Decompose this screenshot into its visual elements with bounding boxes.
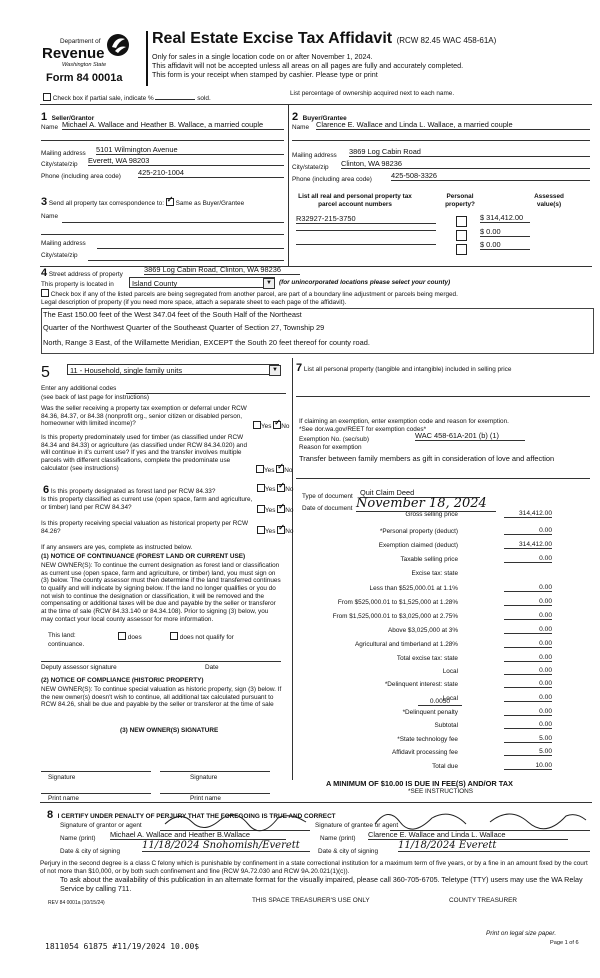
tax-row-label: Agricultural and timberland at 1.28% xyxy=(354,641,458,648)
assessed-col-header: Assessed value(s) xyxy=(534,193,564,208)
personal-property-field[interactable] xyxy=(296,396,590,397)
tax-row-amount[interactable]: 5.00 xyxy=(504,735,552,743)
parcel-col-header: List all real and personal property tax parcel account numbers xyxy=(298,193,412,208)
doc-type-label: Type of document xyxy=(302,493,353,500)
tax-row-label: Local xyxy=(442,668,458,675)
page-number: Page 1 of 6 xyxy=(550,940,579,946)
tax-row-amount[interactable]: 0.00 xyxy=(504,626,552,634)
sec3-mail-field[interactable] xyxy=(97,248,284,249)
section-5-number: 5 xyxy=(41,364,50,381)
sec3-city-field[interactable] xyxy=(88,260,284,261)
grantee-signature-scribble xyxy=(370,804,590,832)
yes-label: Yes xyxy=(264,467,275,474)
tax-row-amount[interactable]: 0.00 xyxy=(504,527,552,535)
seller-phone-label: Phone (including area code) xyxy=(41,173,121,180)
sec6-q2: Is this property classified as current use (open space, farm and agriculture, or timber) land per RCW 84.34? xyxy=(41,496,253,511)
no-label: No xyxy=(285,486,294,493)
see-instructions-note: *SEE INSTRUCTIONS xyxy=(408,788,473,795)
exemption-note: If claiming an exemption, enter exemption code and reason for exemption. *See dor.wa.gov/REET for exemption codes* xyxy=(299,418,509,433)
assessed-3-field[interactable]: $ 0.00 xyxy=(480,241,530,250)
buyer-phone-field[interactable]: 425-508-3326 xyxy=(391,172,590,181)
legal-desc-line1: The East 150.00 feet of the West 347.04 feet of the South Half of the Northeast xyxy=(43,310,302,319)
buyer-phone-label: Phone (including area code) xyxy=(292,176,372,183)
does-not-label: does not qualify for xyxy=(179,634,234,641)
tax-row-amount[interactable]: 0.00 xyxy=(504,667,552,675)
tax-row-label: Gross selling price xyxy=(405,511,458,518)
tax-row-amount[interactable]: 314,412.00 xyxy=(504,510,552,518)
add-codes-field[interactable] xyxy=(126,393,286,394)
tax-row-label: From $525,000.01 to $1,525,000 at 1.28% xyxy=(337,599,458,606)
legal-desc-line3: North, Range 3 East, of the Willamette Meridian, EXCEPT the South 20 feet thereof for county road. xyxy=(43,338,370,347)
tax-row-label: Exemption claimed (deduct) xyxy=(378,542,458,549)
no-label: No xyxy=(281,423,290,430)
exemption-no-label: Exemption No. (sec/sub) xyxy=(299,436,369,443)
perjury-notice: Perjury in the second degree is a class C felony which is punishable by confinement in a state correctional institution for a maximum term of five years, or by a fine in an amount fixed by the court of not more than $10,000, or by both such confinement and fine (RCW 9A.72.030 and RCW 9A.20.021(1)(c)). xyxy=(40,860,588,875)
does-not-checkbox[interactable] xyxy=(170,632,178,640)
form-rcw: (RCW 82.45 WAC 458-61A) xyxy=(396,36,497,45)
notice1-body: NEW OWNER(S): To continue the current designation as forest land or classification as current use (open space, farm and agriculture, or timber) land, you must sign on (3) below. The county assessor must then determine if the land transferred continues to qualify and will indicate by signing below. If the land no longer qualifies or you do not wish to continue the designation or classification, it will be removed and the compensating or additional taxes will be due and payable by the seller or transferor at the time of sale (RCW 84.33.140 or 84.34.108). Prior to signing (3) below, you may contact your local county assessor for more information. xyxy=(41,562,281,623)
tax-row-amount[interactable]: 0.00 xyxy=(504,654,552,662)
divider xyxy=(41,234,284,235)
sec6-q2-answers xyxy=(257,505,293,515)
sec6-q3-no-checkbox[interactable] xyxy=(277,526,285,534)
owner-signature-label: Signature xyxy=(48,774,76,781)
buyer-mail-field[interactable]: 3869 Log Cabin Road xyxy=(349,148,590,157)
tax-row-label: Total excise tax: state xyxy=(396,655,458,662)
same-as-buyer-checkbox[interactable] xyxy=(166,198,174,206)
owner-signature-line[interactable] xyxy=(41,771,151,772)
section-6-number: 6 xyxy=(43,484,50,496)
tax-row-amount[interactable]: 0.00 xyxy=(504,584,552,592)
form-number: Form 84 0001a xyxy=(46,72,123,84)
owner-printname2-line[interactable] xyxy=(160,793,270,794)
ownership-note: List percentage of ownership acquired next to each name. xyxy=(290,90,455,97)
sec5-q1-yes-checkbox[interactable] xyxy=(253,421,261,429)
tax-row-amount[interactable]: 0.00 xyxy=(504,612,552,620)
legal-desc-label: Legal description of property (if you need more space, attach a separate sheet to each page of the affidavit). xyxy=(41,299,347,306)
buyer-name-field[interactable]: Clarence E. Wallace and Linda L. Wallace, a married couple xyxy=(316,121,590,130)
this-land-label: This land: xyxy=(48,632,76,639)
seller-mail-label: Mailing address xyxy=(41,150,86,157)
sec6-q3-answers xyxy=(257,526,293,536)
doc-date-label: Date of document xyxy=(302,505,353,512)
sec3-label: Send all property tax correspondence to: xyxy=(48,200,165,207)
revenue-swirl-icon xyxy=(106,32,130,58)
treasurer-use-label: THIS SPACE TREASURER'S USE ONLY xyxy=(252,897,370,904)
partial-sale-checkbox[interactable] xyxy=(43,93,51,101)
segregation-label: Check box if any of the listed parcels are being segregated from another parcel, are part of a boundary line adjustment or parcels being merged. xyxy=(50,291,458,298)
county-dropdown-icon[interactable]: ▼ xyxy=(263,278,275,289)
seller-name-label: Name xyxy=(41,124,59,131)
reason-label: Reason for exemption xyxy=(299,444,362,451)
tax-row-amount[interactable]: 0.00 xyxy=(504,694,552,702)
seller-city-field[interactable]: Everett, WA 98203 xyxy=(88,157,284,166)
grantee-sig-label: Signature of grantee or agent xyxy=(315,822,399,829)
tax-row-label: *Personal property (deduct) xyxy=(379,528,458,535)
buyer-city-label: City/state/zip xyxy=(292,164,329,171)
header-sub2: This affidavit will not be accepted unless all areas on all pages are fully and accurately completed. xyxy=(152,61,464,70)
form-title-row xyxy=(152,30,496,48)
column-divider xyxy=(288,104,289,266)
sec6-answers-note: If any answers are yes, complete as instructed below. xyxy=(41,544,193,551)
tax-row-label: Above $3,025,000 at 3% xyxy=(388,627,458,634)
deputy-sig-line[interactable] xyxy=(41,661,281,662)
add-codes-label: Enter any additional codes xyxy=(41,385,117,392)
notice2-heading: (2) NOTICE OF COMPLIANCE (HISTORIC PROPERTY) xyxy=(41,677,204,684)
does-option xyxy=(118,632,142,642)
seller-phone-field[interactable]: 425-210-1004 xyxy=(138,169,284,178)
divider xyxy=(41,140,284,141)
sec5-q1-answers xyxy=(253,421,289,431)
deputy-sig-label: Deputy assessor signature xyxy=(41,664,117,671)
county-select[interactable]: Island County xyxy=(129,277,275,288)
sec6-q3-yes-checkbox[interactable] xyxy=(257,526,265,534)
use-code-dropdown-icon[interactable]: ▼ xyxy=(269,365,281,376)
partial-sale-row xyxy=(43,93,211,103)
does-checkbox[interactable] xyxy=(118,632,126,640)
assessed-1-field[interactable]: $ 314,412.00 xyxy=(480,214,530,223)
sec6-q2-no-checkbox[interactable] xyxy=(277,505,285,513)
located-label: This property is located in xyxy=(41,281,114,288)
partial-percent-field[interactable] xyxy=(155,99,195,100)
tax-row-label: Excise tax: state xyxy=(411,570,458,577)
sec6-q2-yes-checkbox[interactable] xyxy=(257,505,265,513)
tax-row-label: Total due xyxy=(432,763,458,770)
tax-row-label: Taxable selling price xyxy=(400,556,458,563)
divider xyxy=(292,140,590,141)
parcel-3-field[interactable] xyxy=(296,244,436,245)
notice1-heading: (1) NOTICE OF CONTINUANCE (FOREST LAND OR CURRENT USE) xyxy=(41,553,246,560)
sec6-q1: Is this property designated as forest land per RCW 84.33? xyxy=(50,488,216,495)
sec3-name-field[interactable] xyxy=(62,222,284,223)
sec6-q1-answers xyxy=(257,484,293,494)
tax-row-amount[interactable]: 10.00 xyxy=(504,762,552,770)
seller-heading-label: Seller/Grantor xyxy=(51,115,95,122)
seller-city-label: City/state/zip xyxy=(41,161,78,168)
tax-row-amount[interactable]: 0.00 xyxy=(504,555,552,563)
sec5-q2-answers xyxy=(256,465,292,475)
grantee-date-label: Date & city of signing xyxy=(318,848,379,855)
section-8-number: 8 xyxy=(47,809,54,821)
tax-row-amount[interactable]: 0.00 xyxy=(504,640,552,648)
tax-row-label: From $1,525,000.01 to $3,025,000 at 2.75% xyxy=(332,613,458,620)
grantor-date-field[interactable]: 11/18/2024 Snohomish/Everett xyxy=(142,840,310,852)
notice3-heading: (3) NEW OWNER(S) SIGNATURE xyxy=(120,727,219,734)
parcel-2-field[interactable] xyxy=(296,230,436,231)
grantor-sig-label: Signature of grantor or agent xyxy=(60,822,142,829)
buyer-mail-label: Mailing address xyxy=(292,152,337,159)
form-title: Real Estate Excise Tax Affidavit xyxy=(152,30,393,47)
tax-row-label: *Delinquent interest: state xyxy=(384,681,458,688)
sec5-q1-no-checkbox[interactable] xyxy=(273,421,281,429)
deputy-date-label: Date xyxy=(205,664,219,671)
divider xyxy=(40,802,592,803)
seller-mail-field[interactable]: 5101 Wilmington Avenue xyxy=(96,146,284,155)
sec3-name-label: Name xyxy=(41,213,59,220)
grantee-name-label: Name (print) xyxy=(320,835,356,842)
tax-row-label: Affidavit processing fee xyxy=(392,749,458,756)
tax-row-label: *Delinquent penalty xyxy=(402,709,458,716)
grantee-name-field[interactable]: Clarence E. Wallace and Linda L. Wallace xyxy=(368,831,568,840)
tax-row-label: *State technology fee xyxy=(397,736,458,743)
sec6-q3: Is this property receiving special valuation as historical property per RCW 84.26? xyxy=(41,520,249,535)
yes-label: Yes xyxy=(261,423,272,430)
partial-sale-label: Check box if partial sale, indicate % xyxy=(52,95,154,102)
local-rate: 0.0050 xyxy=(418,698,462,706)
sec5-q2: Is this property predominately used for timber (as classified under RCW 84.34 and 84.33) or agriculture (as classified under RCW 84.34.020) and will continue in it's current use? If yes and the transfer involves multiple parcels with different classifications, complete the predominate use calculator (see instructions) xyxy=(41,434,248,472)
header-sub1: Only for sales in a single location code on or after November 1, 2024. xyxy=(152,52,373,61)
header-divider xyxy=(146,31,148,86)
column-divider xyxy=(292,358,293,780)
divider xyxy=(296,478,590,479)
parcel-1-field[interactable]: R32927-215-3750 xyxy=(296,215,436,224)
segregation-row xyxy=(41,289,458,299)
sec6-q1-yes-checkbox[interactable] xyxy=(257,484,265,492)
grantor-date-label: Date & city of signing xyxy=(60,848,121,855)
minimum-note: A MINIMUM OF $10.00 IS DUE IN FEE(S) AND/OR TAX xyxy=(326,779,513,788)
legal-desc-line2: Quarter of the Northwest Quarter of the Southeast Quarter of Section 27, Township 29 xyxy=(43,323,325,332)
no-label: No xyxy=(285,528,294,535)
sec5-q2-no-checkbox[interactable] xyxy=(276,465,284,473)
sec3-row xyxy=(41,196,244,209)
does-not-option xyxy=(170,632,234,642)
tax-row-amount[interactable]: 0.00 xyxy=(504,598,552,606)
sec6-q1-no-checkbox[interactable] xyxy=(277,484,285,492)
tax-row-label: Subtotal xyxy=(434,722,458,729)
doc-type-field[interactable]: Quit Claim Deed xyxy=(360,489,480,498)
header-sub3: This form is your receipt when stamped by cashier. Please type or print xyxy=(152,70,378,79)
section-2-number: 2 xyxy=(292,111,299,123)
buyer-city-field[interactable]: Clinton, WA 98236 xyxy=(341,160,590,169)
legal-desc-box[interactable] xyxy=(41,308,594,354)
continuance-label: continuance. xyxy=(48,641,85,648)
cashier-stamp: 1811054 61875 #11/19/2024 10.00$ xyxy=(45,942,200,951)
alt-format-notice: To ask about the availability of this publication in an alternate format for the visually impaired, please call 360-705-6705. Teletype (TTY) users may use the WA Relay Service by calling 711. xyxy=(60,875,583,893)
yes-label: Yes xyxy=(265,507,276,514)
exemption-no-field[interactable]: WAC 458-61A-201 (b) (1) xyxy=(415,432,525,441)
doc-date-field[interactable]: November 18, 2024 xyxy=(356,496,496,512)
sec3-city-label: City/state/zip xyxy=(41,252,78,259)
owner-printname-line[interactable] xyxy=(41,793,151,794)
section-1-number: 1 xyxy=(41,111,48,123)
does-label: does xyxy=(127,634,142,641)
personal-col-header: Personal property? xyxy=(445,193,475,208)
notice2-body: NEW OWNER(S): To continue special valuation as historic property, sign (3) below. If the new owner(s) doesn't wish to continue, all additional tax calculated pursuant to RCW 84.26, shall be due and payable by the seller or transferor at the time of sale xyxy=(41,686,282,709)
buyer-heading-label: Buyer/Grantee xyxy=(302,115,347,122)
section-7-number: 7 xyxy=(296,362,303,374)
legal-paper-note: Print on legal size paper. xyxy=(486,930,557,937)
tax-row-label: Local xyxy=(442,695,458,702)
yes-label: Yes xyxy=(265,528,276,535)
partial-sold-label: sold. xyxy=(197,95,211,102)
yes-label: Yes xyxy=(265,486,276,493)
grantee-date-field[interactable]: 11/18/2024 Everett xyxy=(398,840,590,852)
sec5-q2-yes-checkbox[interactable] xyxy=(256,465,264,473)
owner-signature2-label: Signature xyxy=(190,774,218,781)
grantor-name-label: Name (print) xyxy=(60,835,96,842)
certify-text: I CERTIFY UNDER PENALTY OF PERJURY THAT THE FOREGOING IS TRUE AND CORRECT xyxy=(57,813,336,820)
see-back-note: (see back of last page for instructions) xyxy=(41,394,149,401)
tax-row-amount[interactable]: 5.00 xyxy=(504,748,552,756)
dept-line3: Washington State xyxy=(62,62,107,68)
street-label: Street address of property xyxy=(48,271,123,278)
same-as-buyer-label: Same as Buyer/Grantee xyxy=(175,200,245,207)
grantor-name-field[interactable]: Michael A. Wallace and Heather B.Wallace xyxy=(110,831,286,840)
sec3-mail-label: Mailing address xyxy=(41,240,86,247)
divider xyxy=(40,266,592,267)
buyer-name-label: Name xyxy=(292,124,310,131)
reason-field[interactable]: Transfer between family members as gift in consideration of love and affection xyxy=(299,454,555,463)
owner-signature2-line[interactable] xyxy=(160,771,270,772)
form-revision: REV 84 0001a (10/15/24) xyxy=(48,900,105,906)
owner-printname2-label: Print name xyxy=(190,795,221,802)
segregation-checkbox[interactable] xyxy=(41,289,49,297)
grantor-signature-scribble xyxy=(160,806,310,832)
tax-row-amount[interactable]: 0.00 xyxy=(504,721,552,729)
assessed-2-field[interactable]: $ 0.00 xyxy=(480,228,530,237)
tax-row-amount[interactable]: 314,412.00 xyxy=(504,541,552,549)
no-label: No xyxy=(284,467,293,474)
section-3-number: 3 xyxy=(41,196,48,208)
sec4-street-row xyxy=(41,267,123,280)
section-4-number: 4 xyxy=(41,267,48,279)
sec5-q1: Was the seller receiving a property tax exemption or deferral under RCW 84.36, 84.37, or 84.38 (nonprofit org., senior citizen or disabled person, homeowner with limited income)? xyxy=(41,405,247,428)
located-note: (for unincorporated locations please select your county) xyxy=(279,279,451,286)
tax-row-label: Less than $525,000.01 at 1.1% xyxy=(369,585,458,592)
personal-3-checkbox[interactable] xyxy=(456,241,467,259)
sec7-label: List all personal property (tangible and intangible) included in selling price xyxy=(303,366,512,373)
county-treasurer-label: COUNTY TREASURER xyxy=(449,897,517,904)
divider xyxy=(40,104,592,105)
no-label: No xyxy=(285,507,294,514)
use-code-select[interactable]: 11 - Household, single family units xyxy=(67,364,279,375)
street-field[interactable]: 3869 Log Cabin Road, Clinton, WA 98236 xyxy=(144,266,300,275)
tax-row-amount[interactable]: 0.00 xyxy=(504,708,552,716)
owner-printname-label: Print name xyxy=(48,795,79,802)
dept-line1: Department of xyxy=(60,38,101,45)
tax-row-amount[interactable]: 0.00 xyxy=(504,680,552,688)
sec7-row xyxy=(296,362,586,375)
seller-name-field[interactable]: Michael A. Wallace and Heather B. Wallace, a married couple xyxy=(62,121,284,130)
dept-line2: Revenue xyxy=(42,45,105,62)
